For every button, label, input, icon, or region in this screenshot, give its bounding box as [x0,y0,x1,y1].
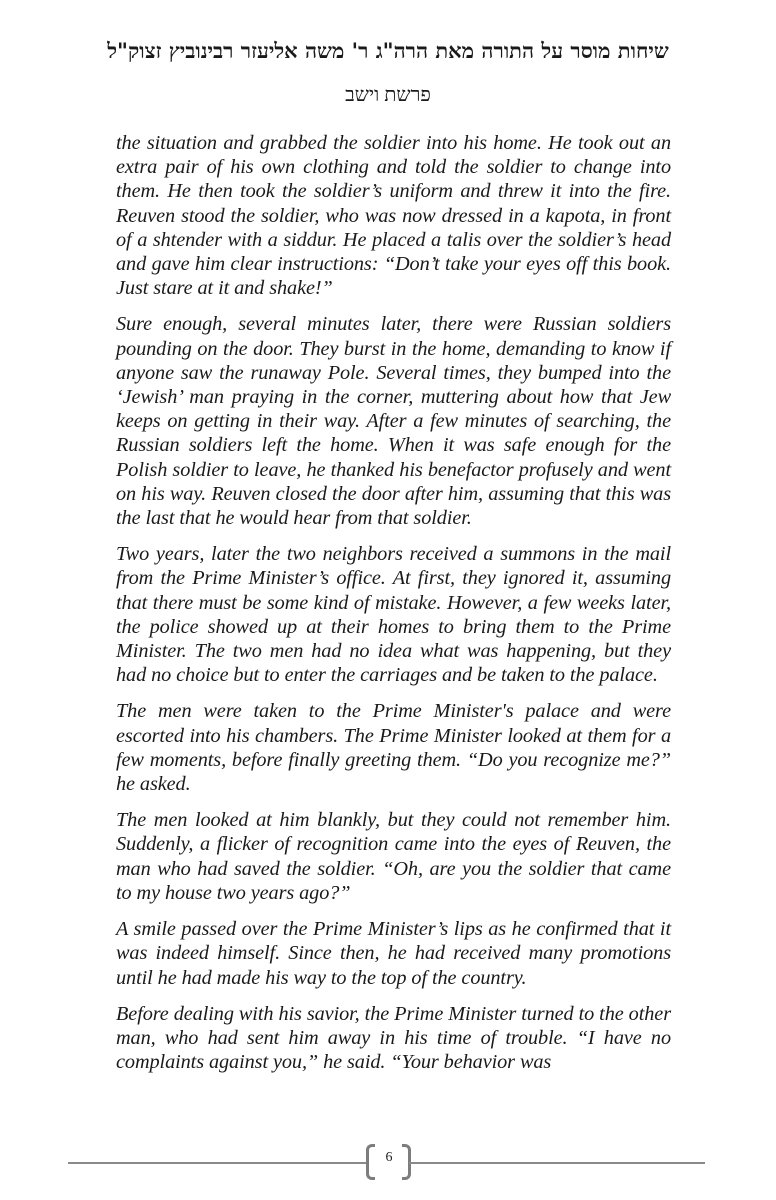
paragraph-1: the situation and grabbed the soldier into his home. He took out an extra pair of his own clothing and told the soldier to change into them. He then took the soldier’s uniform and threw it into the fire. Reuven stood the soldier, who was now dressed in a kapota, in front of a shtender with a siddur. He placed a talis over the soldier’s head and gave him clear instructions: “Don’t take your eyes off this book. Just stare at it and shake!” [116,132,671,300]
paragraph-2: Sure enough, several minutes later, there were Russian soldiers pounding on the door. They burst in the home, demanding to know if anyone saw the runaway Pole. Several times, they bumped into the ‘Jewish’ man praying in the corner, muttering about how that Jew keeps on getting in their way. After a few minutes of searching, the Russian soldiers left the home. When it was safe enough for the Polish soldier to leave, he thanked his benefactor profusely and went on his way. Reuven closed the door after him, assuming that this was the last that he would hear from that soldier. [116,313,671,530]
running-header-parsha: פרשת וישב [345,84,431,106]
footer-rule-right [409,1162,705,1164]
paragraph-7: Before dealing with his savior, the Prime Minister turned to the other man, who had sent him away in his time of trouble. “I have no complaints against you,” he said. “Your behavior was [116,1002,671,1074]
running-header-title: שיחות מוסר על התורה מאת הרה"ג ר' משה אליעזר רבינוביץ זצוק"ל [107,38,669,63]
paragraph-6: A smile passed over the Prime Minister’s lips as he confirmed that it was indeed himself. Since then, he had received many promotions until he had made his way to the top of the country. [116,918,671,989]
paragraph-5: The men looked at him blankly, but they could not remember him. Suddenly, a flicker of recognition came into the eyes of Reuven, the man who had saved the soldier. “Oh, are you the soldier that came to my house two years ago?” [116,809,671,904]
page-footer [0,1142,776,1192]
page-body [116,131,671,1086]
paragraph-4: The men were taken to the Prime Minister's palace and were escorted into his chambers. The Prime Minister looked at them for a few moments, before finally greeting them. “Do you recognize me?” he asked. [116,700,671,796]
page-number: 6 [385,1150,393,1165]
left-bracket-icon [366,1144,375,1180]
paragraph-3: Two years, later the two neighbors received a summons in the mail from the Prime Minister’s office. At first, they ignored it, assuming that there must be some kind of mistake. However, a few weeks later, the police showed up at their homes to bring them to the Prime Minister. The two men had no idea what was happening, but they had no choice but to enter the carriages and be taken to the palace. [116,543,671,687]
footer-rule-left [68,1162,368,1164]
